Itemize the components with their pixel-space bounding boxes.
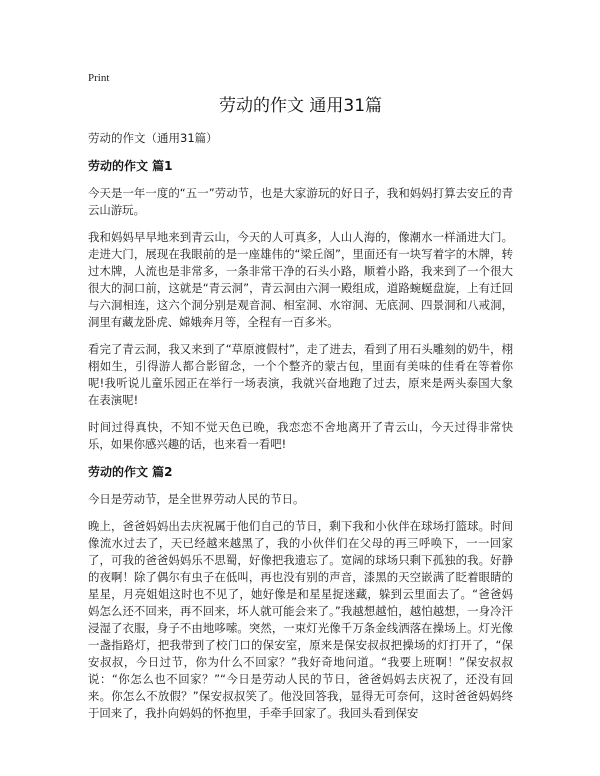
section-heading: 劳动的作文 篇2 [88,465,173,479]
document-subtitle: 劳动的作文（通用31篇） [88,131,218,145]
section-heading: 劳动的作文 篇1 [88,159,173,173]
document-title: 劳动的作文 通用31篇 [218,96,383,116]
paragraph: 今天是一年一度的“五一”劳动节，也是大家游玩的好日子，我和妈妈打算去安丘的青云山游玩。 [88,186,513,217]
paragraph: 时间过得真快，不知不觉天色已晚，我恋恋不舍地离开了青云山，今天过得非常快乐，如果你感兴趣的话，也来看一看吧! [88,420,513,451]
paragraph: 我和妈妈早早地来到青云山，今天的人可真多，人山人海的，像潮水一样涌进大门。走进大门，展现在我眼前的是一座雄伟的“梁丘阁”，里面还有一块写着字的木牌，转过木牌，人流也是非常多，一条非常干净的石头小路，顺着小路，我来到了一个很大很大的洞口前，这就是“青云洞”，青云洞由六洞一殿组成，道路蜿蜒盘旋，上有迁回与六洞相连，这六个洞分别是观音洞、相室洞、水帘洞、无底洞、四景洞和八戒洞，洞里有藏龙卧虎、嫦娥奔月等，全程有一百多米。 [88,230,513,329]
paragraph: 今日是劳动节，是全世界劳动人民的节日。 [88,492,305,506]
document-body [88,94,513,732]
paragraph: 看完了青云洞，我又来到了“草原渡假村”，走了进去，看到了用石头雕刻的奶牛，栩栩如生，引得游人都合影留念，一个个整齐的蒙古包，里面有美味的佳肴在等着你呢!我听说儿童乐园正在举行一场表演，我就兴奋地跑了过去，原来是两头泰国大象在表演呢! [88,342,513,407]
print-link[interactable]: Print [88,72,110,84]
essay-section-2 [88,463,513,722]
paragraph: 晚上，爸爸妈妈出去庆祝属于他们自己的节日，剩下我和小伙伴在球场打篮球。时间像流水过去了，天已经越来越黑了，我的小伙伴们在父母的再三呼唤下，一一回家了，可我的爸爸妈妈乐不思蜀，好像把我遗忘了。宽阔的球场只剩下孤独的我。好静的夜啊！除了偶尔有虫子在低叫，再也没有别的声音，漆黑的天空嵌满了眨着眼睛的星星，月亮姐姐这时也不见了，她好像是和星星捉迷藏，躲到云里面去了。“爸爸妈妈怎么还不回来，再不回来，坏人就可能会来了。”我越想越怕，越怕越想，一身冷汗浸湿了衣服，身子不由地哆嗦。突然，一束灯光像千万条金线洒落在操场上。灯光像一盏指路灯，把我带到了校门口的保安室，原来是保安叔叔把操场的灯打开了，“保安叔叔，今日过节，你为什么不回家？”我好奇地问道。“我要上班啊！”保安叔叔说：“你怎么也不回家？”“今日是劳动人民的节日，爸爸妈妈去庆祝了，还没有回来。你怎么不放假？”保安叔叔笑了。他没回答我，显得无可奈何，这时爸爸妈妈终于回来了，我扑向妈妈的怀抱里，手牵手回家了。我回头看到保安 [88,519,513,720]
essay-section-1 [88,157,513,453]
